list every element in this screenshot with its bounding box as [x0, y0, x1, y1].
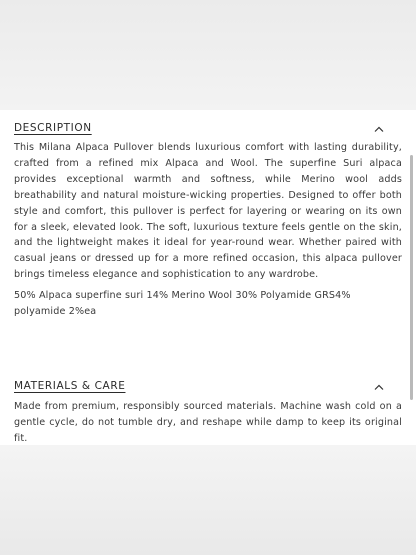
bottom-overlay: [0, 445, 416, 555]
description-title: DESCRIPTION: [14, 122, 92, 134]
description-header[interactable]: [14, 122, 402, 142]
composition-text: 50% Alpaca superfine suri 14% Merino Wool 30% Polyamide GRS4% polyamide 2%ea: [14, 290, 351, 317]
scrollbar[interactable]: [410, 155, 413, 400]
top-overlay: [0, 0, 416, 110]
chevron-up-icon[interactable]: [374, 125, 384, 133]
materials-care-header[interactable]: [14, 380, 402, 400]
chevron-up-icon[interactable]: [374, 383, 384, 391]
materials-care-text: Made from premium, responsibly sourced materials. Machine wash cold on a gentle cycle, do not tumble dry, and reshape while damp to keep its original fit.: [14, 401, 402, 444]
materials-care-title: MATERIALS & CARE: [14, 380, 126, 392]
description-text: This Milana Alpaca Pullover blends luxurious comfort with lasting durability, crafted from a refined mix Alpaca and Wool. The superfine Suri alpaca provides exceptional warmth and softness, while Merino wool adds breathability and natural moisture-wicking properties. Designed to offer both style and comfort, this pullover is perfect for layering or wearing on its own for a sleek, elevated look. The soft, luxurious texture feels gentle on the skin, and the lightweight makes it ideal for year-round wear. Whether paired with casual jeans or dressed up for a more refined occasion, this alpaca pullover brings timeless elegance and sophistication to any wardrobe.: [14, 142, 402, 281]
product-details-panel: [0, 110, 416, 445]
